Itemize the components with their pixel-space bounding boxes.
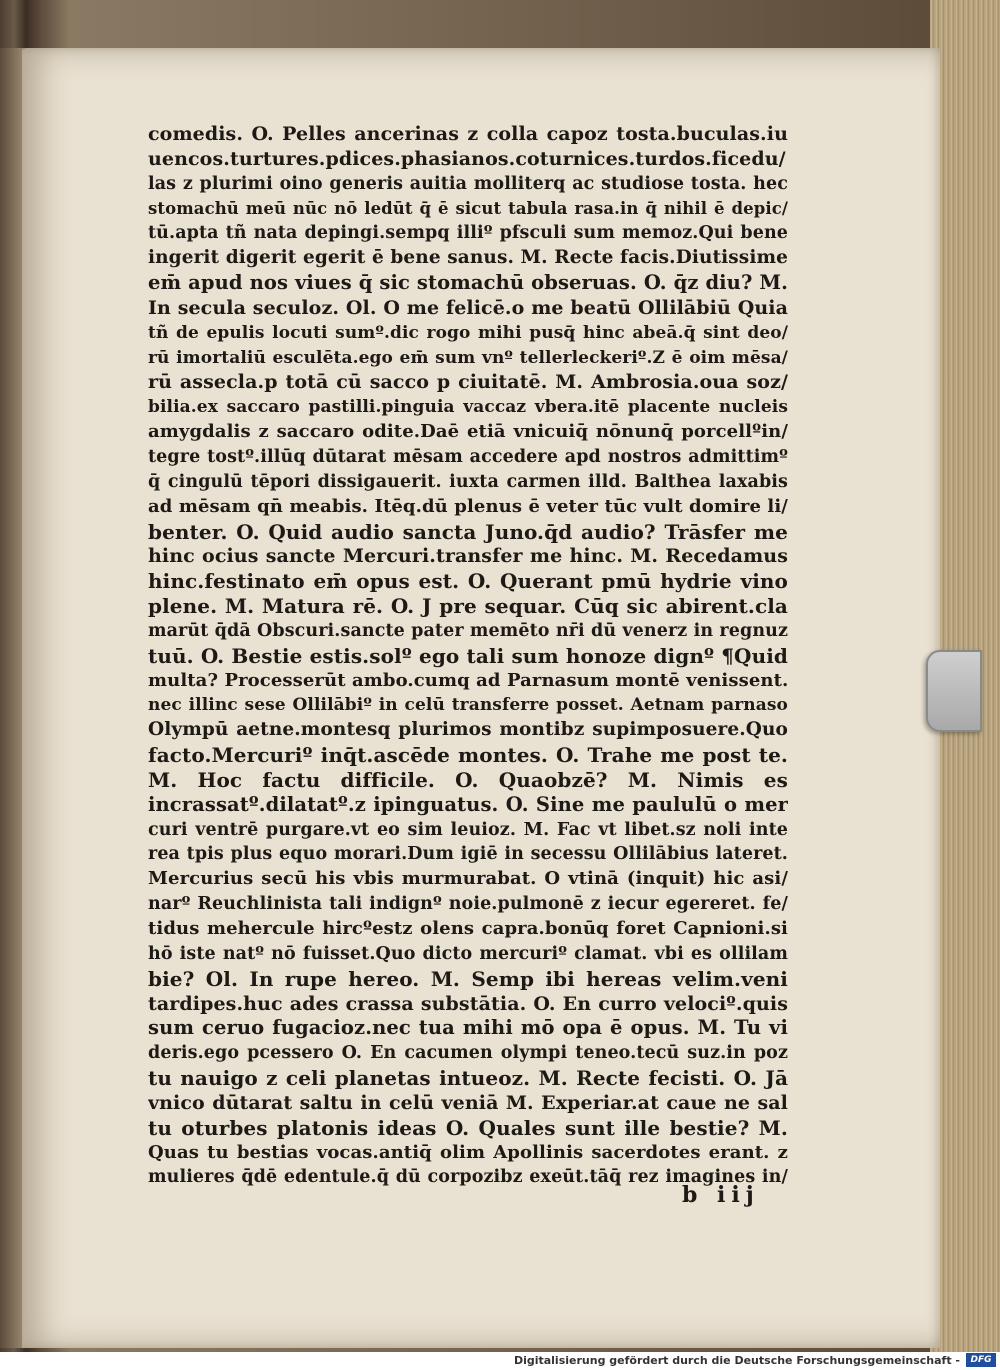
text-line: ingerit digerit egerit ē bene sanus. M. Recte facis.Diutissime — [148, 247, 788, 269]
text-line: stomachū meū nūc nō ledūt q̄ ē sicut tabula rasa.in q̄ nihil ē depic/ — [148, 198, 788, 218]
text-line: deris.ego pcessero O. En cacumen olympi teneo.tecū suz.in poz — [148, 1043, 788, 1064]
text-line: marūt q̄dā Obscuri.sancte pater memēto nr̄i dū venerz in regnuz — [148, 620, 788, 641]
text-line: plene. M. Matura rē. O. J pre sequar. Cūq sic abirent.cla — [148, 594, 788, 619]
text-line: tñ de epulis locuti sumº.dic rogo mihi pusq̄ hinc abeā.q̄ sint deo/ — [148, 322, 788, 343]
text-line: mulieres q̄dē edentule.q̄ dū corpozibz exeūt.tāq̄ rez imagines in/ — [148, 1167, 788, 1188]
text-line: narº Reuchlinista tali indignº noie.pulmonē z iecur egereret. fe/ — [148, 894, 788, 915]
text-line: bie? Ol. In rupe hereo. M. Semp ibi hereas velim.veni — [148, 966, 788, 991]
text-line: In secula seculoz. Ol. O me felicē.o me beatū Ollilābiū Quia — [148, 296, 788, 319]
text-line: sum ceruo fugacioz.nec tua mihi mō opa ē opus. M. Tu vi — [148, 1016, 788, 1040]
text-line: benter. O. Quid audio sancta Juno.q̄d audio? Trāsfer me — [148, 519, 788, 544]
text-line: hinc ocius sancte Mercuri.transfer me hinc. M. Recedamus — [148, 545, 788, 568]
text-line: tū.apta tñ nata depingi.sempq illiº pfsculi sum memoz.Qui bene — [148, 223, 788, 244]
text-line: q̄ cingulū tēpori dissigauerit. iuxta carmen illd. Balthea laxabis — [148, 471, 788, 492]
dfg-logo-icon: DFG — [966, 1353, 996, 1367]
text-line: hinc.festinato em̄ opus est. O. Querant pmū hydrie vino — [148, 569, 788, 594]
text-line: tegre tostº.illūq dūtarat mēsam accedere apd nostros admittimº — [148, 446, 788, 467]
text-line: tu oturbes platonis ideas O. Quales sunt ille bestie? M. — [148, 1115, 788, 1140]
text-line: incrassatº.dilatatº.z ipinguatus. O. Sine me paululū o mer — [148, 792, 788, 816]
text-line: Quas tu bestias vocas.antiq̄ olim Apollinis sacerdotes erant. z — [148, 1141, 788, 1163]
text-line: tardipes.huc ades crassa substātia. O. En curro velociº.quis — [148, 992, 788, 1015]
text-line: rea tpis plus equo morari.Dum igiē in secessu Ollilābius lateret. — [148, 844, 788, 865]
text-line: rū imortaliū esculēta.ego em̄ sum vnº tellerleckeriº.Z ē oim mēsa/ — [148, 347, 788, 368]
footer-credit: Digitalisierung gefördert durch die Deutsche Forschungsgemeinschaft - — [513, 1354, 960, 1367]
text-line: M. Hoc factu difficile. O. Quaobzē? M. Nimis es — [148, 767, 788, 792]
page-clip — [926, 650, 982, 732]
text-line: Mercurius secū his vbis murmurabat. O vtinā (inquit) hic asi/ — [148, 868, 788, 890]
text-line: vnico dūtarat saltu in celū veniā M. Experiar.at caue ne sal — [148, 1091, 788, 1114]
text-line: comedis. O. Pelles ancerinas z colla capoz tosta.buculas.iu — [148, 123, 788, 145]
text-line: Olympū aetne.montesq plurimos montibz supimposuere.Quo — [148, 719, 788, 741]
text-line: multa? Processerūt ambo.cumq ad Parnasum montē venissent. — [148, 669, 788, 691]
text-line: ad mēsam qn̄ meabis. Itēq.dū plenus ē veter tūc vult domire li/ — [148, 495, 788, 517]
text-line: hō iste natº nō fuisset.Quo dicto mercuriº clamat. vbi es ollilam — [148, 943, 788, 964]
text-line: tidus mehercule hircºestz olens capra.bonūq foret Capnioni.si — [148, 918, 788, 939]
page-text-block — [148, 122, 788, 1190]
text-line: nec illinc sese Ollilābiº in celū transferre posset. Aetnam parnaso — [148, 695, 788, 716]
text-line: rū assecla.p totā cū sacco p ciuitatē. M. Ambrosia.oua soz/ — [148, 371, 788, 394]
text-line: bilia.ex saccaro pastilli.pinguia vaccaz vbera.itē placente nucleis — [148, 397, 788, 418]
text-line: amygdalis z saccaro odite.Daē etiā vnicuiq̄ nōnunq̄ porcellºin/ — [148, 421, 788, 443]
text-line: em̄ apud nos viues q̄ sic stomachū obseruas. O. q̄z diu? M. — [148, 271, 788, 295]
signature-mark: b iij — [682, 1182, 760, 1208]
text-line: uencos.turtures.pdices.phasianos.coturnices.turdos.ficedu/ — [148, 147, 786, 170]
text-line: curi ventrē purgare.vt eo sim leuioz. M. Fac vt libet.sz noli inte — [148, 819, 788, 840]
text-line: las z plurimi oino generis auitia molliterq ac studiose tosta. hec — [148, 173, 788, 194]
text-line: tu nauigo z celi planetas intueoz. M. Recte fecisti. O. Jā — [148, 1066, 788, 1091]
text-line: tuū. O. Bestie estis.solº ego tali sum honoze dignº ¶Quid — [148, 643, 788, 668]
text-line: facto.Mercuriº inq̄t.ascēde montes. O. Trahe me post te. — [148, 743, 788, 768]
page-gutter — [0, 48, 24, 1348]
